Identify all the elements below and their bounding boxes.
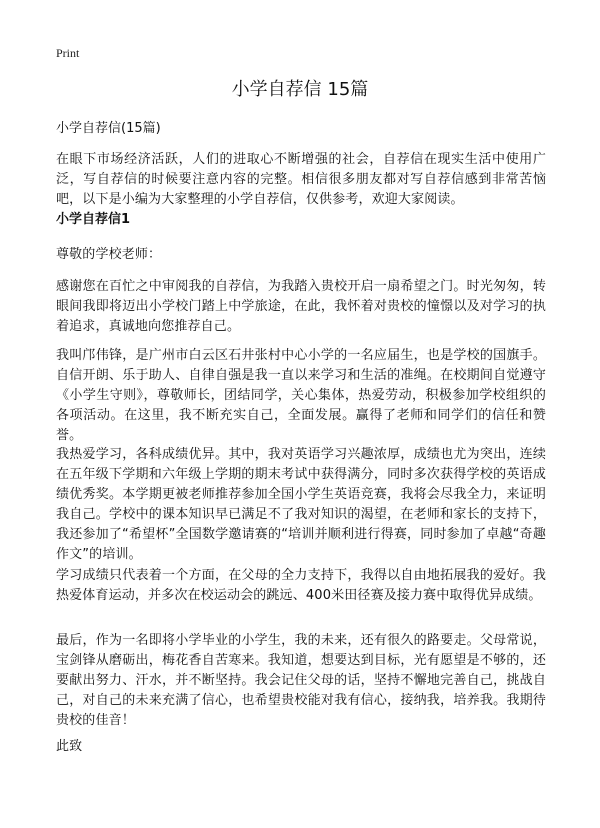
intro-paragraph: 在眼下市场经济活跃，人们的进取心不断增强的社会，自荐信在现实生活中使用广泛，写自荐信的时候要注意内容的完整。相信很多朋友都对写自荐信感到非常苦恼吧，以下是小编为大家整理的小学自荐信，仅供参考，欢迎大家阅读。 [56, 152, 546, 207]
document-title: 小学自荐信 15篇 [231, 79, 369, 100]
body-paragraph-1: 感谢您在百忙之中审阅我的自荐信，为我踏入贵校开启一扇希望之门。时光匆匆，转眼间我即将迈出小学校门踏上中学旅途，在此，我怀着对贵校的憧憬以及对学习的执着追求，真诚地向您推荐自己。 [56, 279, 546, 334]
body-paragraph-2: 我叫邝伟锋，是广州市白云区石井张村中心小学的一名应届生，也是学校的国旗手。自信开朗、乐于助人、自律自强是我一直以来学习和生活的准绳。在校期间自觉遵守《小学生守则》，尊敬师长，团结同学，关心集体，热爱劳动，积极参加学校组织的各项活动。在这里，我不断充实自己，全面发展。赢得了老师和同学们的信任和赞誉。 [56, 348, 546, 443]
print-link[interactable]: Print [56, 46, 80, 60]
body-paragraph-5: 最后，作为一名即将小学毕业的小学生，我的未来，还有很久的路要走。父母常说，宝剑锋从磨砺出，梅花香自苦寒来。我知道，想要达到目标，光有愿望是不够的，还要献出努力、汗水，并不断坚持。我会记住父母的话，坚持不懈地完善自己，挑战自己，对自己的未来充满了信心，也希望贵校能对我有信心，接纳我，培养我。我期待贵校的佳音！ [56, 633, 546, 728]
closing: 此致 [56, 739, 83, 754]
body-paragraph-3: 我热爱学习，各科成绩优异。其中，我对英语学习兴趣浓厚，成绩也尤为突出，连续在五年级下学期和六年级上学期的期末考试中获得满分，同时多次获得学校的英语成绩优秀奖。本学期更被老师推荐参加全国小学生英语竞赛，我将会尽我全力，来证明我自己。学校中的课本知识早已满足不了我对知识的渴望，在老师和家长的支持下，我还参加了“希望杯”全国数学邀请赛的“培训并顺利进行得赛，同时参加了卓越“奇趣作文”的培训。 [56, 447, 546, 562]
body-paragraph-4: 学习成绩只代表着一个方面，在父母的全力支持下，我得以自由地拓展我的爱好。我热爱体育运动，并多次在校运动会的跳远、400米田径赛及接力赛中取得优异成绩。 [56, 568, 546, 603]
section-heading: 小学自荐信1 [56, 212, 131, 227]
document-subtitle: 小学自荐信(15篇) [56, 121, 161, 136]
salutation: 尊敬的学校老师： [56, 247, 162, 262]
